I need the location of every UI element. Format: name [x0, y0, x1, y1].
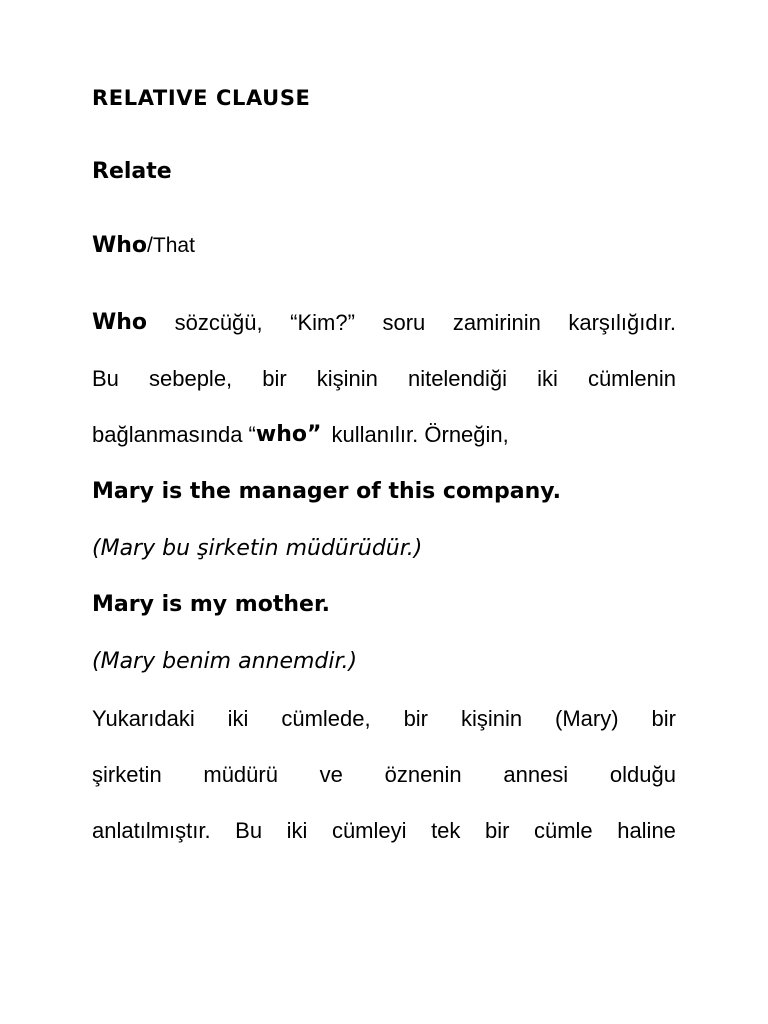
paragraph-1-line-2	[92, 365, 676, 393]
word: bir	[651, 706, 676, 731]
word: cümle	[533, 818, 593, 843]
word: Bu	[235, 818, 263, 843]
word: sebeple,	[148, 366, 233, 391]
paragraph-2-line-2	[92, 761, 676, 789]
word: Bu	[92, 366, 119, 391]
document-title: RELATIVE CLAUSE	[92, 86, 311, 110]
line-text-after: kullanılır. Örneğin,	[331, 422, 509, 447]
example-sentence-2: Mary is my mother.	[92, 592, 331, 617]
example-translation-1: (Mary bu şirketin müdürüdür.)	[92, 536, 423, 561]
paragraph-2-line-1	[92, 705, 676, 733]
word: öznenin	[384, 762, 462, 787]
word: annesi	[503, 762, 569, 787]
word: anlatılmıştır.	[92, 818, 211, 843]
paragraph-1-line-1	[92, 309, 676, 337]
word: sözcüğü,	[174, 310, 263, 335]
example-sentence-1: Mary is the manager of this company.	[92, 479, 561, 504]
word: kişinin	[316, 366, 378, 391]
section-heading: Relate	[92, 159, 172, 184]
bold-word-who: Who	[92, 310, 148, 335]
word: (Mary)	[555, 706, 619, 731]
word: müdürü	[203, 762, 278, 787]
word: iki	[286, 818, 308, 843]
word: bir	[262, 366, 287, 391]
paragraph-2-line-3	[92, 817, 676, 845]
word: bir	[403, 706, 429, 731]
word: zamirinin	[452, 310, 541, 335]
word: karşılığıdır.	[568, 310, 676, 335]
paragraph-1-line-3	[92, 421, 676, 449]
word: tek	[431, 818, 461, 843]
word: şirketin	[92, 762, 162, 787]
subsection-heading	[92, 233, 676, 258]
bold-word-who-quoted: who”	[255, 422, 322, 447]
word: bir	[484, 818, 510, 843]
word: olduğu	[609, 762, 676, 787]
word: iki	[537, 366, 558, 391]
word: kişinin	[460, 706, 523, 731]
example-translation-2: (Mary benim annemdir.)	[92, 649, 358, 674]
word: “Kim?”	[290, 310, 355, 335]
word: haline	[617, 818, 676, 843]
word: cümleyi	[331, 818, 407, 843]
word: cümlede,	[281, 706, 371, 731]
word: nitelendiği	[407, 366, 508, 391]
word: soru	[382, 310, 426, 335]
document-page	[92, 0, 676, 1024]
word: iki	[227, 706, 249, 731]
word: ve	[319, 762, 343, 787]
heading-that: /That	[147, 234, 195, 257]
word: Yukarıdaki	[92, 706, 195, 731]
heading-who: Who	[92, 233, 148, 258]
line-text-before: bağlanmasında “	[92, 422, 256, 447]
word: cümlenin	[587, 366, 676, 391]
